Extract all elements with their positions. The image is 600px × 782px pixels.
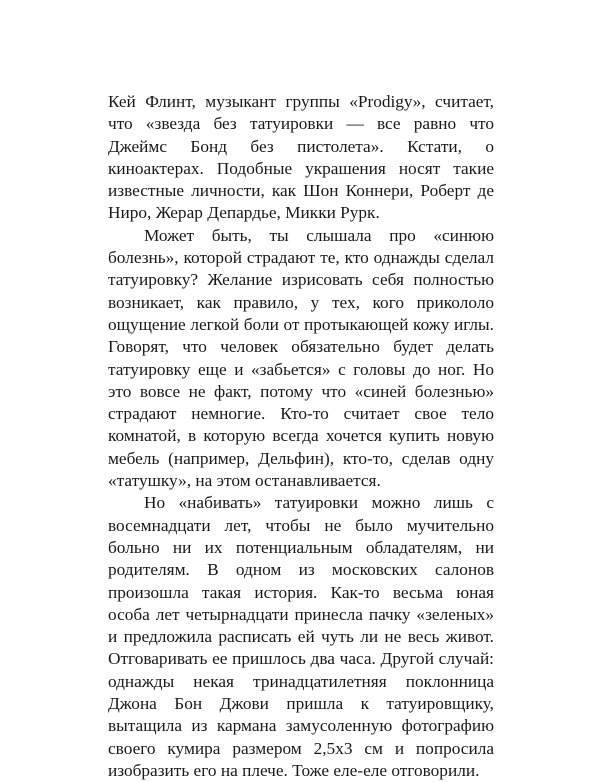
document-page xyxy=(108,91,494,782)
paragraph-blue-disease: Может быть, ты слышала про «синюю болезнь», которой страдают те, кто однажды сделал татуировку? Желание изрисовать себя полностью возникает, как правило, у тех, кого прикололо ощущение легкой боли от протыкающей кожу иглы. Говорят, что человек обязательно будет делать татуировку еще и «забьется» с головы до ног. Но это вовсе не факт, потому что «синей болезнью» страдают немногие. Кто-то считает свое тело комнатой, в которую всегда хочется купить новую мебель (например, Дельфин), кто-то, сделав одну «татушку», на этом останавливается. xyxy=(108,225,494,491)
paragraph-flint-quote: Кей Флинт, музыкант группы «Prodigy», считает, что «звезда без татуировки — все равно что Джеймс Бонд без пистолета». Кстати, о киноактерах. Подобные украшения носят такие известные личности, как Шон Коннери, Роберт де Ниро, Жерар Депардье, Микки Рурк. xyxy=(108,92,494,223)
paragraph-age-limit: Но «набивать» татуировки можно лишь с восемнадцати лет, чтобы не было мучительно больно ни их потенциальным обладателям, ни родителям. В одном из московских салонов произошла такая история. Как-то весьма юная особа лет четырнадцати принесла пачку «зеленых» и предложила расписать ей чуть ли не весь живот. Отговаривать ее пришлось два часа. Другой случай: однажды некая тринадцатилетняя поклонница Джона Бон Джови пришла к татуировщику, вытащила из кармана замусоленную фотографию своего кумира размером 2,5x3 см и попросила изобразить его на плече. Тоже еле-еле отговорили. xyxy=(108,493,494,780)
